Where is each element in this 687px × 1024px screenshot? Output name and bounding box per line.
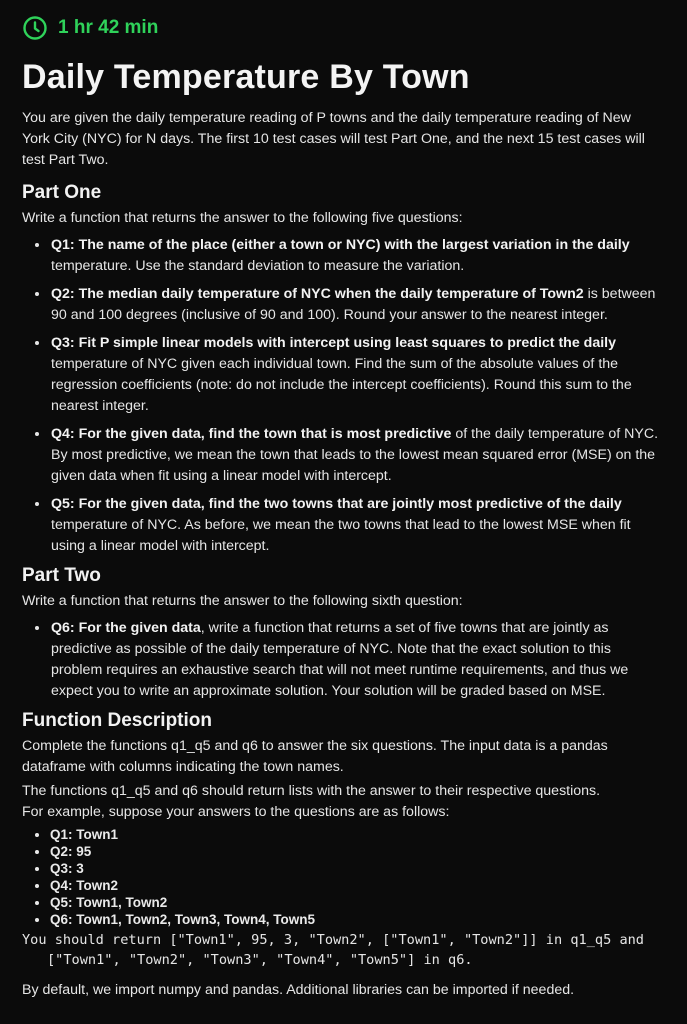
question-text: is between 90 and 100 degrees (inclusive of 90 and 100). Round your answer to the nearest integer. — [51, 286, 656, 323]
example-answers — [22, 826, 662, 928]
example-answer: • Q2: 95 — [50, 843, 662, 860]
function-description-p2: The functions q1_q5 and q6 should return lists with the answer to their respective questions. — [22, 783, 601, 799]
footer-note: By default, we import numpy and pandas. Additional libraries can be imported if needed. — [22, 982, 575, 998]
question-text: of the daily temperature of NYC. By most predictive, we mean the town that leads to the lowest mean squared error (MSE) on the given data when fit using a linear model with intercept. — [51, 426, 659, 484]
question-q1 — [50, 235, 662, 277]
example-answer: • Q5: Town1, Town2 — [50, 894, 662, 911]
question-q4 — [50, 424, 662, 487]
intro-text: You are given the daily temperature reading of P towns and the daily temperature reading of New York City (NYC) for N days. The first 10 test cases will test Part One, and the next 15 test cases will test Part Two. — [22, 110, 645, 168]
timer — [22, 15, 158, 41]
part-two-heading: Part Two — [22, 565, 101, 586]
question-q6 — [50, 618, 662, 702]
question-bold: Q4: For the given data, find the town that is most predictive — [51, 426, 452, 442]
part-two-lead: Write a function that returns the answer to the following sixth question: — [22, 593, 463, 609]
clock-icon — [22, 15, 48, 41]
question-bold: Q3: Fit P simple linear models with intercept using least squares to predict the daily — [51, 335, 617, 351]
return-example-line1: You should return ["Town1", 95, 3, "Town2", ["Town1", "Town2"]] in q1_q5 and — [22, 932, 644, 948]
return-example-line2: ["Town1", "Town2", "Town3", "Town4", "Town5"] in q6. — [47, 952, 473, 968]
timer-text: 1 hr 42 min — [58, 17, 159, 38]
part-one-heading: Part One — [22, 182, 102, 203]
question-bold: Q5: For the given data, find the two towns that are jointly most predictive of the daily — [51, 496, 622, 512]
question-q5 — [50, 494, 662, 557]
example-answer: • Q6: Town1, Town2, Town3, Town4, Town5 — [50, 911, 662, 928]
example-answer: • Q4: Town2 — [50, 877, 662, 894]
question-text: temperature of NYC. As before, we mean the two towns that lead to the lowest MSE when fit using a linear model with intercept. — [51, 517, 631, 554]
function-description-heading: Function Description — [22, 710, 212, 731]
question-bold: Q6: For the given data — [51, 620, 201, 636]
question-q2 — [50, 284, 662, 326]
question-bold: Q2: The median daily temperature of NYC when the daily temperature of Town2 — [51, 286, 584, 302]
question-bold: Q1: The name of the place (either a town or NYC) with the largest variation in the daily — [51, 237, 630, 253]
question-text: , write a function that returns a set of five towns that are jointly as predictive as possible of the daily temperature of NYC. Note that the exact solution to this problem requires an exhaustive search that will not meet runtime requirements, and thus we expect you to write an approximate solution. Your solution will be graded based on MSE. — [51, 620, 629, 699]
function-description-p3: For example, suppose your answers to the questions are as follows: — [22, 804, 450, 820]
part-two-questions — [22, 618, 662, 702]
question-text: temperature. Use the standard deviation to measure the variation. — [51, 258, 465, 274]
part-one-lead: Write a function that returns the answer to the following five questions: — [22, 210, 463, 226]
example-answer: • Q1: Town1 — [50, 826, 662, 843]
problem-statement — [22, 108, 662, 1001]
example-answer: • Q3: 3 — [50, 860, 662, 877]
part-one-questions — [22, 235, 662, 557]
question-q3 — [50, 333, 662, 417]
page-title: Daily Temperature By Town — [22, 58, 470, 96]
function-description-p1: Complete the functions q1_q5 and q6 to answer the six questions. The input data is a pandas dataframe with columns indicating the town names. — [22, 738, 608, 775]
question-text: temperature of NYC given each individual town. Find the sum of the absolute values of the regression coefficients (note: do not include the intercept coefficients). Round this sum to the nearest integer. — [51, 356, 632, 414]
